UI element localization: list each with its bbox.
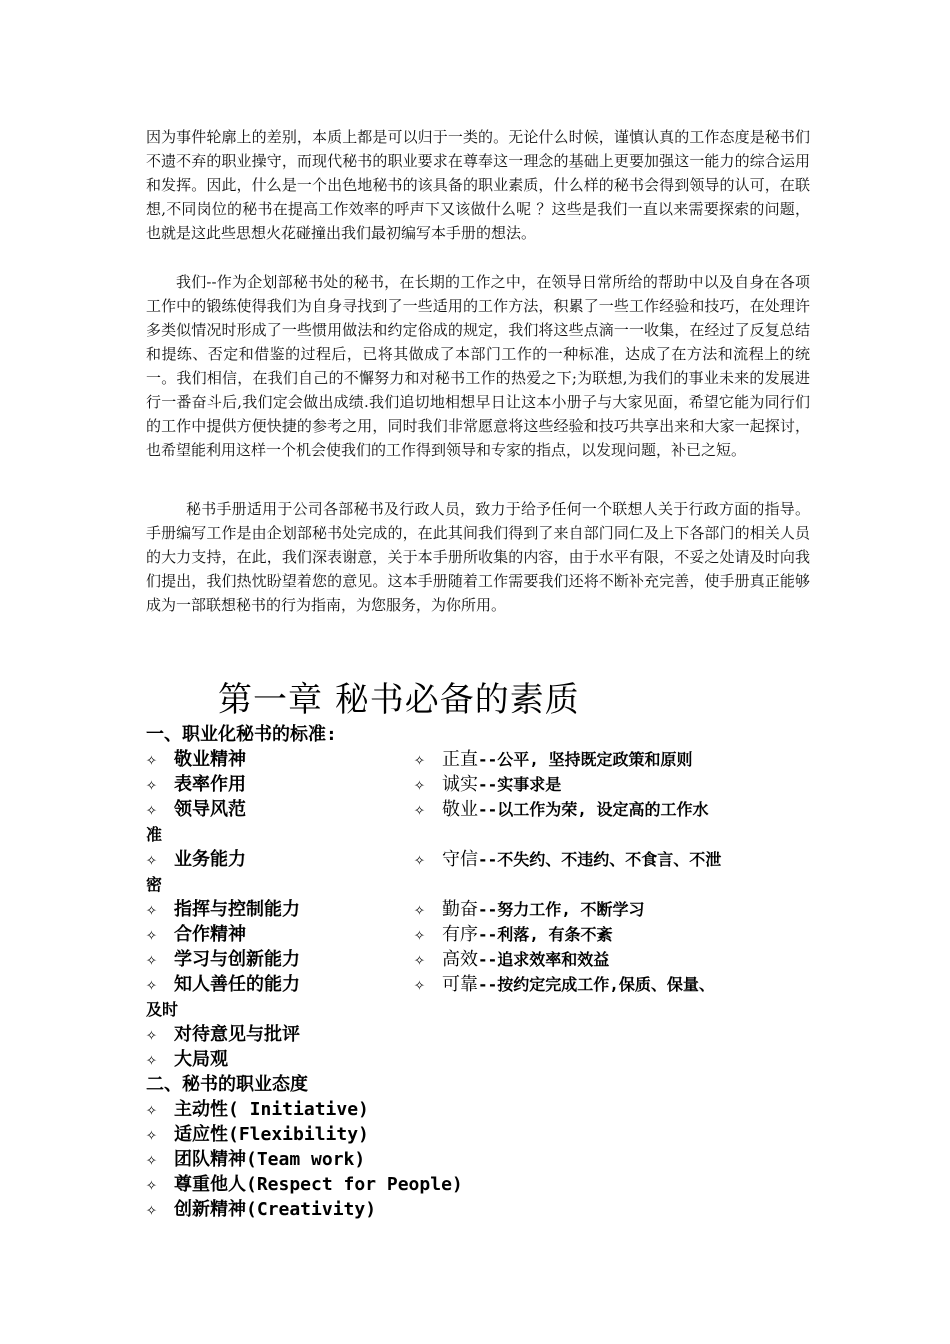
diamond-star-icon: ✧ [146,974,157,995]
intro-paragraph-2: 我们--作为企划部秘书处的秘书，在长期的工作之中，在领导日常所给的帮助中以及自身在各项工作中的锻练使得我们为自身寻找到了一些适用的工作方法，积累了一些工作经验和技巧，在处理许多类似情况时形成了一些惯用做法和约定俗成的规定，我们将这些点滴一一收集，在经过了反复总结和提练、否定和借鉴的过程后，已将其做成了本部门工作的一种标准，达成了在方法和流程上的统一。我们相信，在我们自己的不懈努力和对秘书工作的热爱之下;为联想,为我们的事业未来的发展进行一番奋斗后,我们定会做出成绩.我们追切地相想早日让这本小册子与大家见面，希望它能为同行们的工作中提供方便快捷的参考之用，同时我们非常愿意将这些经验和技巧共享出来和大家一起探讨，也希望能利用这样一个机会使我们的工作得到领导和专家的指点，以发现问题，补已之短。 [146,273,810,459]
diamond-star-icon: ✧ [146,1149,157,1170]
intro-paragraph-3: 秘书手册适用于公司各部秘书及行政人员，致力于给予任何一个联想人关于行政方面的指导。手册编写工作是由企划部秘书处完成的，在此其间我们得到了来自部门同仁及上下各部门的相关人员的大力支持，在此，我们深表谢意，关于本手册所收集的内容，由于水平有限，不妥之处请及时向我们提出，我们热忱盼望着您的意见。这本手册随着工作需要我们还将不断补充完善，使手册真正能够成为一部联想秘书的行为指南，为您服务，为你所用。 [146,500,810,614]
diamond-star-icon: ✧ [146,1049,157,1070]
list-item: ✧ 敬业--以工作为荣, 设定高的工作水 [414,799,709,820]
list-item: ✧ 守信--不失约、不违约、不食言、不泄 [414,849,722,870]
list-item: ✧ 高效--追求效率和效益 [414,949,610,970]
list-item: ✧ 学习与创新能力 [146,949,300,970]
diamond-star-icon: ✧ [414,924,425,945]
list-item-continuation: 及时 [146,1000,179,1019]
section-1-heading: 一、职业化秘书的标准: [146,724,337,745]
intro-paragraph-1: 因为事件轮廓上的差别，本质上都是可以归于一类的。无论什么时候，谨慎认真的工作态度是秘书们不遗不弃的职业操守，而现代秘书的职业要求在尊奉这一理念的基础上更要加强这一能力的综合运用和发挥。因此，什么是一个出色地秘书的该具备的职业素质，什么样的秘书会得到领导的认可，在联想,不同岗位的秘书在提高工作效率的呼声下又该做什么呢 ？这些是我们一直以来需要探索的问题，也就是这此些思想火花碰撞出我们最初编写本手册的想法。 [146,128,810,242]
list-item: ✧ 诚实--实事求是 [414,774,562,795]
list-item: ✧ 勤奋--努力工作, 不断学习 [414,899,645,920]
list-item: ✧ 有序--利落, 有条不紊 [414,924,613,945]
list-item: ✧ 尊重他人(Respect for People) [146,1174,463,1195]
list-item: ✧ 业务能力 [146,849,246,870]
diamond-star-icon: ✧ [414,799,425,820]
chapter-title: 第一章 秘书必备的素质 [218,680,580,720]
list-item: ✧ 领导风范 [146,799,246,820]
diamond-star-icon: ✧ [146,949,157,970]
list-item: ✧ 团队精神(Team work) [146,1149,366,1170]
list-item: ✧ 创新精神(Creativity) [146,1199,377,1220]
diamond-star-icon: ✧ [146,1174,157,1195]
list-item-continuation: 准 [146,825,163,844]
diamond-star-icon: ✧ [414,974,425,995]
diamond-star-icon: ✧ [146,899,157,920]
diamond-star-icon: ✧ [146,1124,157,1145]
diamond-star-icon: ✧ [414,949,425,970]
section-2-heading: 二、秘书的职业态度 [146,1074,308,1095]
diamond-star-icon: ✧ [414,774,425,795]
diamond-star-icon: ✧ [146,749,157,770]
list-item-continuation: 密 [146,875,163,894]
qualities-list [146,722,810,1222]
list-item: ✧ 对待意见与批评 [146,1024,300,1045]
diamond-star-icon: ✧ [146,924,157,945]
diamond-star-icon: ✧ [414,749,425,770]
diamond-star-icon: ✧ [146,849,157,870]
list-item: ✧ 大局观 [146,1049,228,1070]
list-item: ✧ 主动性( Initiative) [146,1099,369,1120]
list-item: ✧ 适应性(Flexibility) [146,1124,369,1145]
list-item: ✧ 表率作用 [146,774,246,795]
list-item: ✧ 敬业精神 [146,749,246,770]
list-item: ✧ 知人善任的能力 [146,974,300,995]
diamond-star-icon: ✧ [146,1199,157,1220]
list-item: ✧ 正直--公平, 坚持既定政策和原则 [414,749,693,770]
diamond-star-icon: ✧ [146,1099,157,1120]
diamond-star-icon: ✧ [414,899,425,920]
diamond-star-icon: ✧ [146,1024,157,1045]
list-item: ✧ 合作精神 [146,924,246,945]
list-item: ✧ 可靠--按约定完成工作,保质、保量、 [414,974,715,995]
diamond-star-icon: ✧ [146,774,157,795]
diamond-star-icon: ✧ [146,799,157,820]
list-item: ✧ 指挥与控制能力 [146,899,300,920]
diamond-star-icon: ✧ [414,849,425,870]
